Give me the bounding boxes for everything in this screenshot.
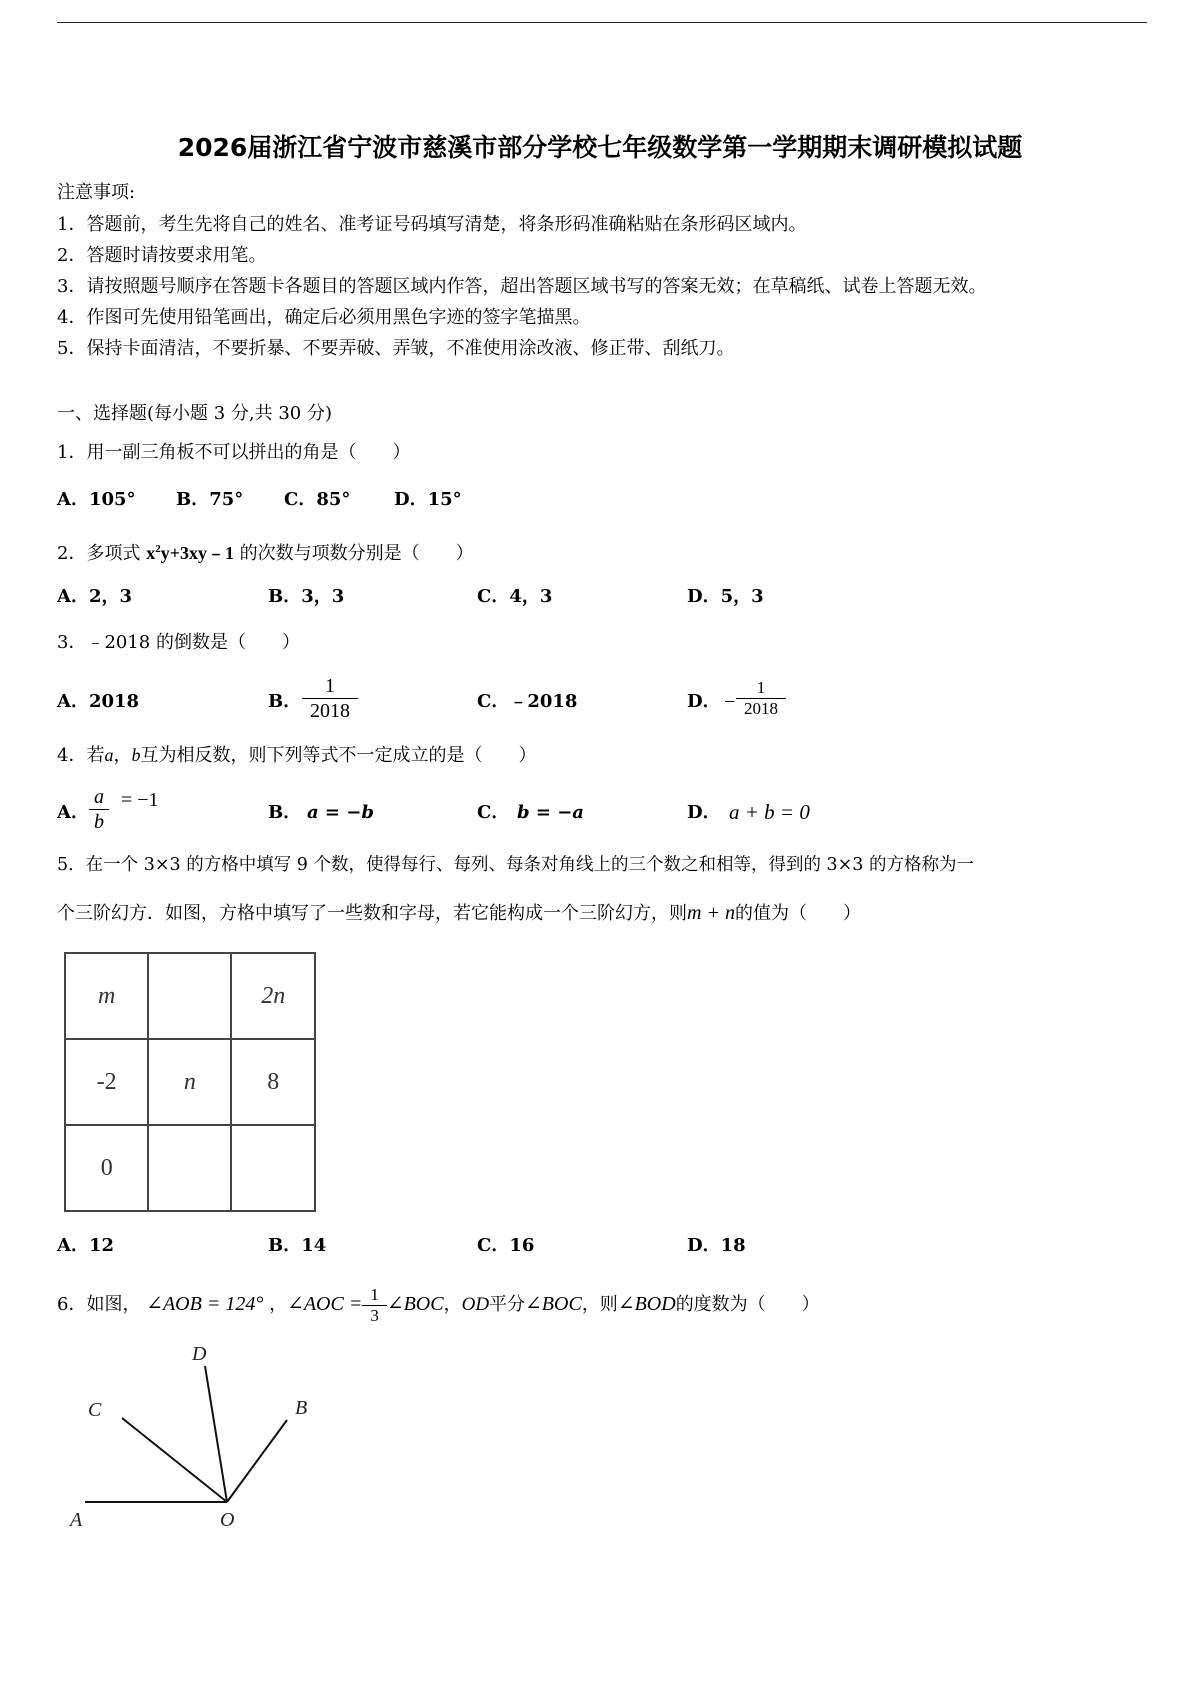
q4-comma: ， [113,745,132,766]
q6-sep: ，则 [581,1294,618,1315]
q2-option-c: C．4，3 [477,586,553,607]
q4-option-a-label: A． [57,802,89,823]
question-5-line-2 [57,901,861,926]
q6-prefix: 6．如图， [57,1294,141,1315]
notice-item: 1．答题前，考生先将自己的姓名、准考证号码填写清楚，将条形码准确粘贴在条形码区域内。 [57,214,807,235]
q1-option-c: C．85° [284,489,351,510]
q5-line2-suffix: 的值为（ ） [734,903,861,924]
q2-suffix: 的次数与项数分别是（ ） [233,543,474,564]
q1-option-b: B．75° [176,489,244,510]
fraction-denominator: 3 [362,1305,387,1326]
question-4 [57,743,536,768]
q3-option-d-fraction [736,678,786,719]
grid-cell [148,1125,231,1211]
q4-option-d-label: D． [687,802,721,823]
notice-item: 3．请按照题号顺序在答题卡各题目的答题区域内作答，超出答题区域书写的答案无效；在草稿纸、试卷上答题无效。 [57,276,987,297]
q4-var-a: a [104,745,114,765]
q5-option-b: B．14 [268,1235,327,1256]
q4-option-b-expr: a = −b [307,802,374,823]
q2-expr-rest: y+3xy﹣1 [160,543,234,563]
q3-option-b-fraction [302,674,358,723]
q6-angle-boc: ∠BOC [386,1293,444,1315]
point-label-a: A [70,1509,83,1531]
q2-prefix: 2．多项式 [57,543,147,564]
grid-cell [231,1125,315,1211]
fraction-denominator: 2018 [736,698,786,719]
grid-cell: 8 [231,1039,315,1125]
question-5-line-1: 5．在一个 3×3 的方格中填写 9 个数，使得每行、每列、每条对角线上的三个数之和相等，得到的 3×3 的方格称为一 [57,855,975,875]
q3-option-c: C．﹣2018 [477,691,578,712]
q3-option-b-label: B． [268,691,302,712]
q3-option-a: A．2018 [57,691,140,712]
q6-angle-boc-2: ∠BOC [525,1293,582,1315]
question-3: 3．﹣2018 的倒数是（ ） [57,632,300,653]
fraction-numerator: 1 [756,678,766,697]
q4-option-c-expr: b = −a [517,802,584,823]
grid-cell [148,953,231,1039]
ray-oc [122,1418,227,1502]
grid-cell: 2n [231,953,315,1039]
q6-angle-aoc: ∠AOC = [287,1293,363,1315]
point-label-b: B [295,1397,308,1419]
q4-option-c-label: C． [477,802,510,823]
section-heading: 一、选择题(每小题 3 分,共 30 分) [57,403,333,424]
q6-angle-bod: ∠BOD [617,1293,676,1315]
question-1: 1．用一副三角板不可以拼出的角是（ ） [57,442,411,463]
fraction-numerator: a [94,786,104,808]
q2-expr-x: x [146,543,156,563]
grid-cell: m [65,953,148,1039]
fraction-numerator: 1 [325,675,335,697]
q6-fraction [362,1285,387,1326]
point-label-c: C [88,1399,102,1421]
q4-option-a-rhs: = −1 [121,789,159,811]
q4-option-a-fraction [89,785,109,834]
q6-od: OD [461,1294,490,1315]
q4-option-d-expr: a + b = 0 [729,800,810,824]
q5-expr: m + n [687,902,735,924]
q4-suffix: 互为相反数，则下列等式不一定成立的是（ ） [140,745,537,766]
q6-suffix: 的度数为（ ） [675,1294,820,1315]
exam-title: 2026届浙江省宁波市慈溪市部分学校七年级数学第一学期期末调研模拟试题 [177,133,1023,162]
top-rule [57,22,1147,23]
q6-angle-aob: ∠AOB = 124° [146,1293,264,1315]
q5-line2-prefix: 个三阶幻方．如图，方格中填写了一些数和字母，若它能构成一个三阶幻方，则 [57,903,687,924]
fraction-numerator: 1 [370,1284,379,1304]
magic-square-grid [64,952,316,1204]
point-label-d: D [192,1343,207,1365]
q2-expr-sup: 2 [155,543,161,555]
q6-sep: ， [269,1294,288,1315]
grid-cell: -2 [65,1039,148,1125]
q4-var-b: b [131,745,141,765]
q2-option-d: D．5，3 [687,586,764,607]
notice-heading: 注意事项: [57,182,136,203]
angle-figure [55,1336,355,1536]
q4-option-b-label: B． [268,802,302,823]
ray-ob [227,1420,287,1502]
ray-od [205,1366,227,1502]
grid-cell: n [148,1039,231,1125]
question-6 [57,1274,820,1334]
grid-cell: 0 [65,1125,148,1211]
question-2 [57,537,474,566]
q2-option-a: A．2，3 [57,586,133,607]
q2-option-b: B．3，3 [268,586,345,607]
q1-option-d: D．15° [394,489,462,510]
q5-option-d: D．18 [687,1235,746,1256]
q3-option-d-sign: − [724,691,736,713]
notice-item: 4．作图可先使用铅笔画出，确定后必须用黑色字迹的签字笔描黑。 [57,307,591,328]
q5-option-a: A．12 [57,1235,115,1256]
notice-item: 2．答题时请按要求用笔。 [57,245,267,266]
q4-prefix: 4．若 [57,745,105,766]
notice-item: 5．保持卡面清洁，不要折暴、不要弄破、弄皱，不准使用涂改液、修正带、刮纸刀。 [57,338,735,359]
q5-option-c: C．16 [477,1235,535,1256]
point-label-o: O [220,1509,235,1531]
q6-sep: ， [443,1294,462,1315]
q1-option-a: A．105° [57,489,136,510]
fraction-denominator: b [89,809,109,834]
q3-option-d-label: D． [687,691,721,712]
fraction-denominator: 2018 [302,698,358,723]
q6-mid: 平分 [489,1294,526,1315]
